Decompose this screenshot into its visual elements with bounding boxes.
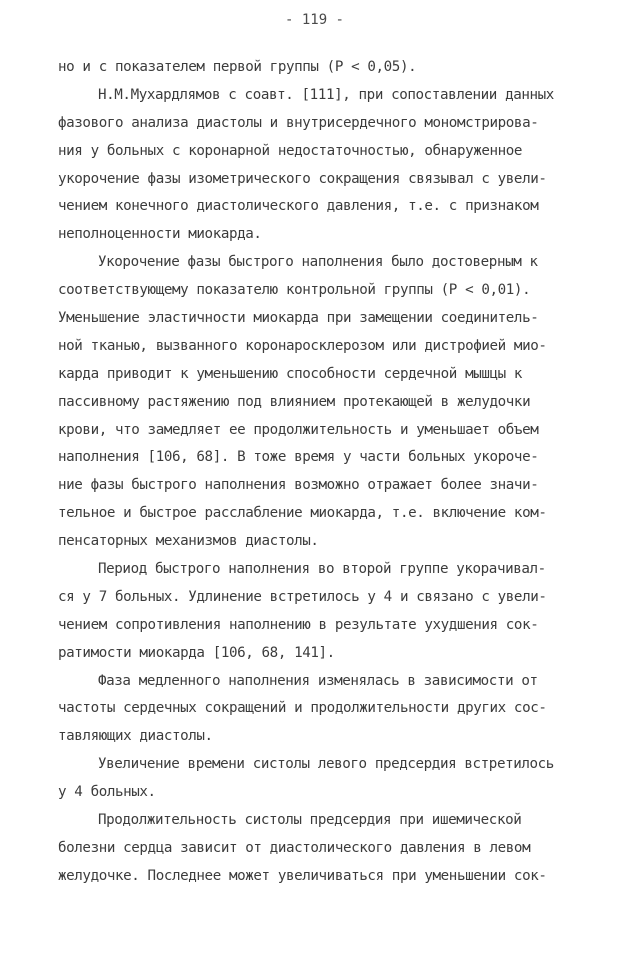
- text-line: у 4 больных.: [58, 784, 156, 801]
- text-line: Уменьшение эластичности миокарда при замещении соединитель-: [58, 310, 539, 327]
- text-line: но и с показателем первой группы (P < 0,05).: [58, 59, 417, 75]
- text-line: чением конечного диастолического давления, т.е. с признаком: [58, 198, 539, 215]
- text-line: фазового анализа диастолы и внутрисердечного мономстрирова-: [58, 114, 539, 131]
- text-line: тавляющих диастолы.: [58, 728, 213, 745]
- text-line: Фаза медленного наполнения изменялась в зависимости от: [98, 672, 538, 689]
- text-line: болезни сердца зависит от диастолического давления в левом: [58, 839, 531, 856]
- text-line: Увеличение времени систолы левого предсердия встретилось: [98, 756, 554, 773]
- text-line: ся у 7 больных. Удлинение встретилось у 4 и связано с увели-: [58, 588, 547, 605]
- text-line: пассивному растяжению под влиянием протекающей в желудочки: [58, 393, 531, 410]
- text-line: Н.М.Мухардлямов с соавт. [111], при сопоставлении данных: [98, 86, 554, 103]
- page-number: - 119 -: [284, 12, 344, 28]
- text-line: ратимости миокарда [106, 68, 141].: [58, 644, 335, 661]
- text-line: ния у больных с коронарной недостаточностью, обнаруженное: [58, 142, 523, 159]
- text-line: частоты сердечных сокращений и продолжительности других сос-: [58, 700, 547, 717]
- body-text: [58, 54, 598, 891]
- text-line: крови, что замедляет ее продолжительность и уменьшает объем: [58, 421, 539, 438]
- text-line: наполнения [106, 68]. В тоже время у части больных укороче-: [58, 449, 539, 466]
- text-line: Укорочение фазы быстрого наполнения было достоверным к: [98, 254, 538, 271]
- text-line: тельное и быстрое расслабление миокарда, т.е. включение ком-: [58, 505, 547, 522]
- text-line: неполноценности миокарда.: [58, 226, 262, 243]
- text-line: чением сопротивления наполнению в результате ухудшения сок-: [58, 616, 539, 633]
- text-line: ной тканью, вызванного коронаросклерозом или дистрофией мио-: [58, 337, 547, 354]
- text-line: карда приводит к уменьшению способности сердечной мышцы к: [58, 365, 523, 382]
- text-line: укорочение фазы изометрического сокращения связывал с увели-: [58, 170, 547, 187]
- text-line: Продолжительность систолы предсердия при ишемической: [98, 812, 522, 829]
- text-line: пенсаторных механизмов диастолы.: [58, 533, 319, 550]
- text-line: Период быстрого наполнения во второй группе укорачивал-: [98, 561, 546, 578]
- text-line: ние фазы быстрого наполнения возможно отражает более значи-: [58, 477, 539, 494]
- text-line: желудочке. Последнее может увеличиваться при уменьшении сок-: [58, 867, 547, 884]
- text-line: соответствующему показателю контрольной группы (P < 0,01).: [58, 282, 531, 299]
